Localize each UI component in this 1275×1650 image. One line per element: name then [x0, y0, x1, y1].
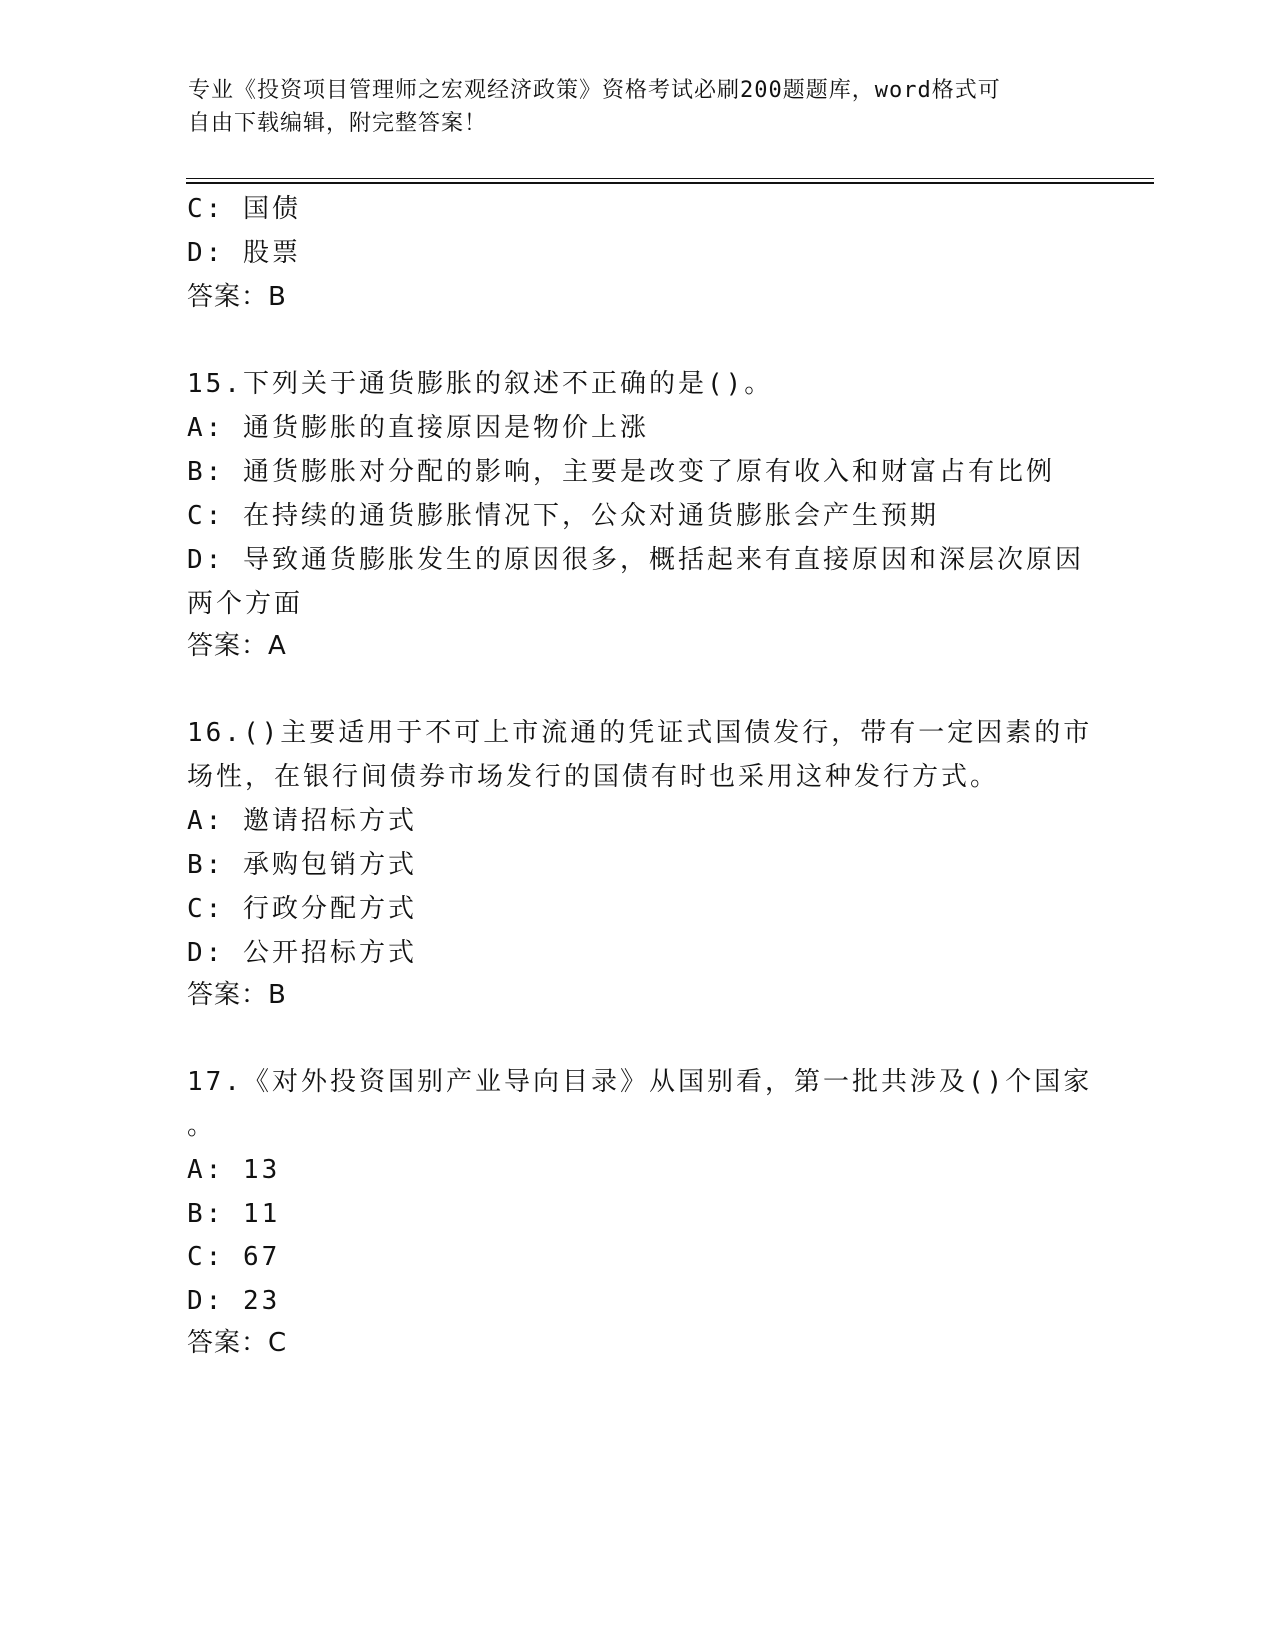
q17-option-d: D: 23 — [187, 1286, 281, 1316]
q15-stem: 15.下列关于通货膨胀的叙述不正确的是()。 — [187, 369, 774, 399]
q15-option-d-line1: D: 导致通货膨胀发生的原因很多，概括起来有直接原因和深层次原因 — [187, 545, 1084, 575]
q16-option-c: C: 行政分配方式 — [187, 894, 417, 924]
q16-option-d: D: 公开招标方式 — [187, 938, 417, 968]
q16-answer: 答案：B — [187, 980, 287, 1010]
q15-option-a: A: 通货膨胀的直接原因是物价上涨 — [187, 413, 649, 443]
header-line-2: 自由下载编辑，附完整答案！ — [188, 111, 488, 136]
q17-answer: 答案：C — [187, 1328, 288, 1358]
q15-option-c: C: 在持续的通货膨胀情况下，公众对通货膨胀会产生预期 — [187, 501, 939, 531]
q17-option-b: B: 11 — [187, 1199, 281, 1229]
q14-option-c: C: 国债 — [187, 194, 301, 224]
q16-stem-line1: 16.()主要适用于不可上市流通的凭证式国债发行，带有一定因素的市 — [187, 718, 1093, 748]
q14-answer: 答案：B — [187, 282, 287, 312]
header-line-1: 专业《投资项目管理师之宏观经济政策》资格考试必刷200题题库，word格式可 — [188, 78, 1001, 103]
q16-option-a: A: 邀请招标方式 — [187, 806, 417, 836]
q14-option-d: D: 股票 — [187, 238, 301, 268]
q17-stem-line2: 。 — [187, 1111, 217, 1141]
q16-option-b: B: 承购包销方式 — [187, 850, 417, 880]
q17-stem-line1: 17.《对外投资国别产业导向目录》从国别看，第一批共涉及()个国家 — [187, 1067, 1093, 1097]
q15-option-d-line2: 两个方面 — [187, 589, 304, 619]
q17-option-c: C: 67 — [187, 1242, 281, 1272]
header-rule-thick — [186, 182, 1154, 184]
q15-option-b: B: 通货膨胀对分配的影响，主要是改变了原有收入和财富占有比例 — [187, 457, 1055, 487]
header-rule-thin — [186, 178, 1154, 179]
q17-option-a: A: 13 — [187, 1155, 281, 1185]
document-header — [188, 74, 1068, 140]
q15-answer: 答案：A — [187, 631, 287, 661]
q16-stem-line2: 场性，在银行间债券市场发行的国债有时也采用这种发行方式。 — [187, 762, 1000, 792]
